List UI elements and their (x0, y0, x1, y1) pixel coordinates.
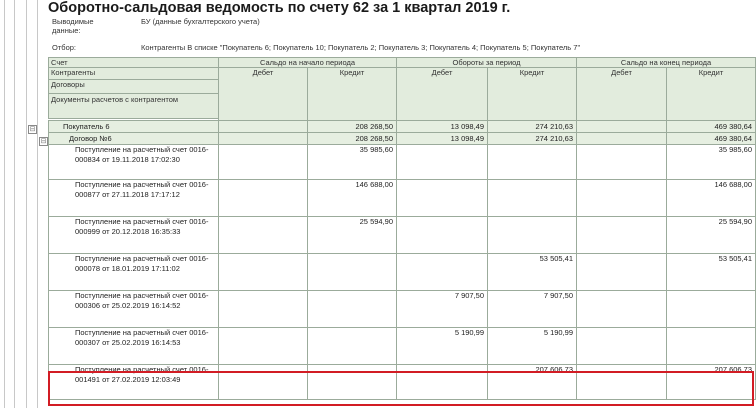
filter-value: Контрагенты В списке "Покупатель 6; Покупатель 10; Покупатель 2; Покупатель 3; Покупатель 4; Покупатель 5; Покупатель 7" (141, 43, 581, 52)
row-name: Поступление на расчетный счет 0016-000307 от 25.02.2019 16:14:53 (49, 328, 219, 365)
cell-turn-debit: 5 190,99 (397, 328, 488, 365)
cell-close-credit (667, 291, 756, 328)
cell-open-credit (308, 328, 397, 365)
cell-turn-debit: 13 098,49 (397, 121, 488, 133)
cell-close-credit (667, 328, 756, 365)
cell-open-credit (308, 291, 397, 328)
gutter-line (4, 0, 5, 408)
cell-open-debit (219, 121, 308, 133)
cell-open-credit (308, 254, 397, 291)
cell-close-debit (577, 145, 667, 180)
cell-open-debit (219, 145, 308, 180)
row-name: Поступление на расчетный счет 0016-000999 от 20.12.2018 16:35:33 (49, 217, 219, 254)
gutter-line (26, 0, 27, 408)
cell-turn-debit (397, 365, 488, 400)
table-row[interactable] (49, 180, 756, 217)
row-name: Договор №6 (49, 133, 219, 145)
cell-open-debit (219, 180, 308, 217)
cell-close-credit: 53 505,41 (667, 254, 756, 291)
col-closing[interactable]: Сальдо на конец периода (577, 58, 756, 68)
table-row[interactable] (49, 291, 756, 328)
col-turn-credit[interactable]: Кредит (488, 68, 577, 121)
cell-close-debit (577, 254, 667, 291)
cell-close-debit (577, 121, 667, 133)
cell-close-debit (577, 180, 667, 217)
table-row[interactable] (49, 328, 756, 365)
cell-turn-debit (397, 145, 488, 180)
cell-close-credit: 207 606,73 (667, 365, 756, 400)
col-close-credit[interactable]: Кредит (667, 68, 756, 121)
cell-turn-credit: 274 210,63 (488, 133, 577, 145)
header-row (49, 58, 756, 68)
report-table (48, 57, 756, 400)
table-row[interactable] (49, 365, 756, 400)
cell-open-debit (219, 133, 308, 145)
row-name: Покупатель 6 (49, 121, 219, 133)
cell-turn-debit (397, 180, 488, 217)
cell-turn-debit: 7 907,50 (397, 291, 488, 328)
cell-close-credit: 146 688,00 (667, 180, 756, 217)
data-value: БУ (данные бухгалтерского учета) (141, 17, 260, 26)
data-label: Выводимые данные: (52, 17, 94, 35)
cell-turn-credit: 274 210,63 (488, 121, 577, 133)
filter-label: Отбор: (52, 43, 76, 52)
table-row[interactable] (49, 145, 756, 180)
cell-open-credit: 25 594,90 (308, 217, 397, 254)
cell-turn-debit (397, 217, 488, 254)
report-title: Оборотно-сальдовая ведомость по счету 62 за 1 квартал 2019 г. (48, 0, 511, 16)
cell-open-credit: 208 268,50 (308, 121, 397, 133)
collapse-icon[interactable]: ⊟ (29, 126, 36, 133)
cell-turn-credit: 5 190,99 (488, 328, 577, 365)
cell-turn-credit (488, 180, 577, 217)
header-row (49, 68, 756, 80)
col-turnover[interactable]: Обороты за период (397, 58, 577, 68)
cell-turn-credit: 7 907,50 (488, 291, 577, 328)
cell-close-debit (577, 291, 667, 328)
cell-close-credit: 469 380,64 (667, 121, 756, 133)
cell-turn-credit (488, 217, 577, 254)
cell-open-debit (219, 217, 308, 254)
gutter-line (37, 0, 38, 408)
collapse-icon[interactable]: ⊟ (40, 138, 47, 145)
table-row[interactable] (49, 217, 756, 254)
cell-open-credit: 35 985,60 (308, 145, 397, 180)
cell-close-debit (577, 133, 667, 145)
col-close-debit[interactable]: Дебет (577, 68, 667, 121)
cell-close-debit (577, 217, 667, 254)
cell-turn-debit: 13 098,49 (397, 133, 488, 145)
col-open-debit[interactable]: Дебет (219, 68, 308, 121)
row-name: Поступление на расчетный счет 0016-000877 от 27.11.2018 17:17:12 (49, 180, 219, 217)
cell-close-credit: 25 594,90 (667, 217, 756, 254)
col-contracts[interactable]: Договоры (49, 80, 219, 94)
cell-close-credit: 35 985,60 (667, 145, 756, 180)
cell-turn-credit: 207 606,73 (488, 365, 577, 400)
row-name: Поступление на расчетный счет 0016-000078 от 18.01.2019 17:11:02 (49, 254, 219, 291)
cell-turn-debit (397, 254, 488, 291)
table-row[interactable] (49, 254, 756, 291)
row-name: Поступление на расчетный счет 0016-000834 от 19.11.2018 17:02:30 (49, 145, 219, 180)
cell-open-debit (219, 365, 308, 400)
cell-open-credit: 146 688,00 (308, 180, 397, 217)
row-name: Поступление на расчетный счет 0016-001491 от 27.02.2019 12:03:49 (49, 365, 219, 400)
cell-open-debit (219, 328, 308, 365)
col-documents[interactable]: Документы расчетов с контрагентом (49, 94, 219, 119)
cell-turn-credit: 53 505,41 (488, 254, 577, 291)
col-turn-debit[interactable]: Дебет (397, 68, 488, 121)
table-row[interactable] (49, 121, 756, 133)
col-open-credit[interactable]: Кредит (308, 68, 397, 121)
row-name: Поступление на расчетный счет 0016-000306 от 25.02.2019 16:14:52 (49, 291, 219, 328)
cell-open-credit: 208 268,50 (308, 133, 397, 145)
col-account[interactable]: Счет (49, 58, 219, 68)
cell-close-credit: 469 380,64 (667, 133, 756, 145)
gutter-line (14, 0, 15, 408)
col-opening[interactable]: Сальдо на начало периода (219, 58, 397, 68)
cell-close-debit (577, 365, 667, 400)
table-row[interactable] (49, 133, 756, 145)
cell-turn-credit (488, 145, 577, 180)
cell-close-debit (577, 328, 667, 365)
cell-open-credit (308, 365, 397, 400)
cell-open-debit (219, 254, 308, 291)
cell-open-debit (219, 291, 308, 328)
col-contractors[interactable]: Контрагенты (49, 68, 219, 80)
